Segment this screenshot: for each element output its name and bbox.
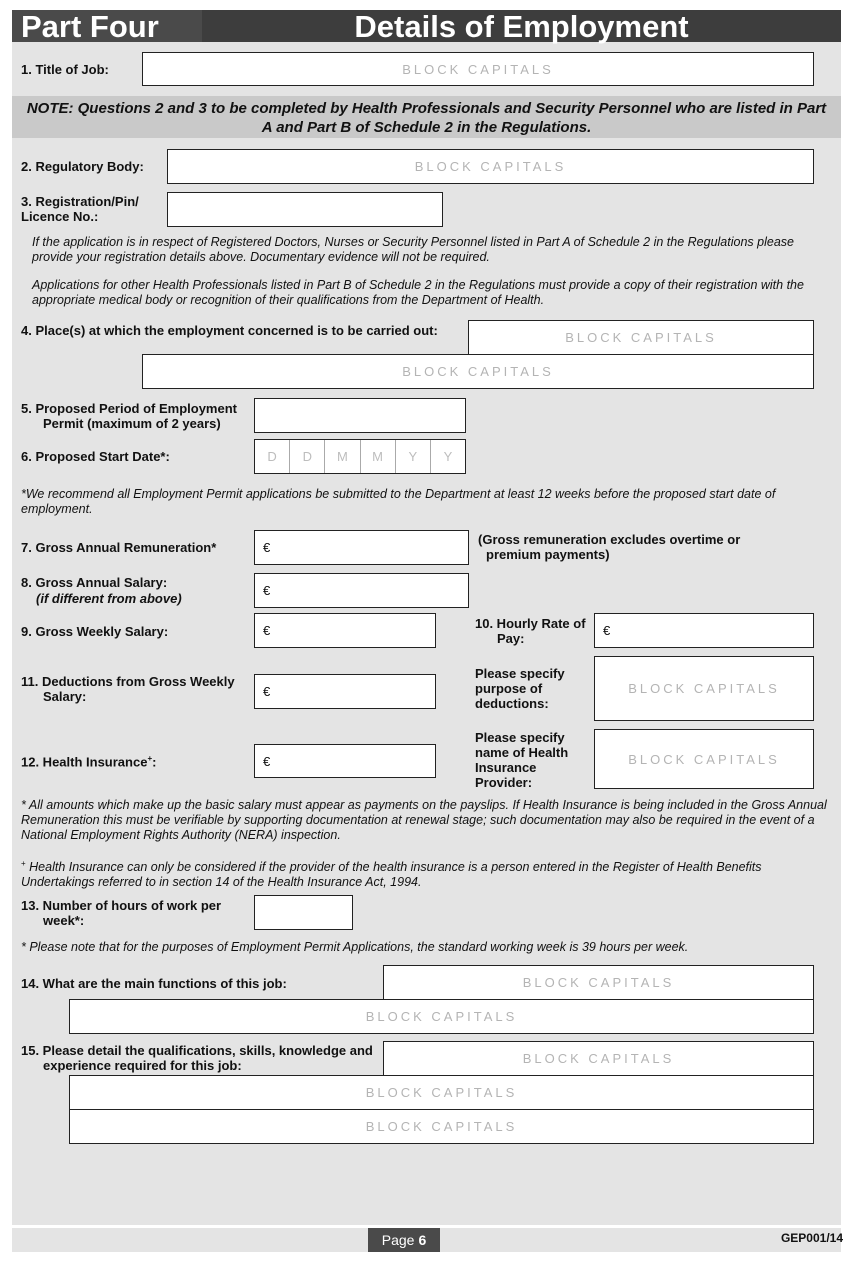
euro-symbol: € — [263, 540, 271, 555]
q12-label: 12. Health Insurance+: — [21, 754, 157, 770]
note-banner: NOTE: Questions 2 and 3 to be completed by Health Professionals and Security Personnel who are listed in Part A and Part B of Schedule 2 in the Regulations. — [12, 96, 841, 138]
page-indicator — [368, 1228, 440, 1252]
workplace-placeholder-2: BLOCK CAPITALS — [402, 364, 554, 379]
job-functions-field-2[interactable] — [69, 999, 814, 1034]
page-label: Page — [381, 1232, 415, 1248]
part-b-info-text: Applications for other Health Professionals listed in Part B of Schedule 2 in the Regulations must provide a copy of their registration with the appropriate medical body or recognition of their qualifications from the Department of Health. — [32, 278, 804, 307]
q11-label: 11. Deductions from Gross Weekly Salary: — [21, 674, 235, 704]
date-cell-m2[interactable]: M — [361, 440, 396, 473]
euro-symbol: € — [603, 623, 611, 638]
q14-label: 14. What are the main functions of this job: — [21, 976, 287, 991]
q11-side-label: Please specify purpose of deductions: — [475, 666, 565, 711]
hourly-rate-field[interactable] — [594, 613, 814, 648]
amounts-note: * All amounts which make up the basic salary must appear as payments on the payslips. If Health Insurance is being included in the Gross Annual Remuneration this must be verifiable by supporting documentation at renewal stage; such documentation may also be required in the event of a National Employment Rights Authority (NERA) inspection. — [21, 798, 827, 842]
job-title-field[interactable] — [142, 52, 814, 86]
job-title-placeholder: BLOCK CAPITALS — [402, 61, 554, 77]
q7-note: (Gross remuneration excludes overtime or premium payments) — [478, 532, 741, 562]
qualifications-field-1[interactable] — [383, 1041, 814, 1076]
date-cell-y1[interactable]: Y — [396, 440, 431, 473]
form-reference: GEP001/14 — [780, 1231, 843, 1245]
workplace-field-1[interactable] — [468, 320, 814, 355]
q15-label: 15. Please detail the qualifications, skills, knowledge and experience required for this job: — [21, 1043, 373, 1073]
q2-label: 2. Regulatory Body: — [21, 159, 144, 174]
date-cell-d1[interactable]: D — [255, 440, 290, 473]
start-date-field[interactable] — [254, 439, 466, 474]
deductions-field[interactable] — [254, 674, 436, 709]
job-functions-placeholder-1: BLOCK CAPITALS — [522, 975, 675, 990]
gross-annual-remuneration-field[interactable] — [254, 530, 469, 565]
health-insurance-provider-field[interactable] — [594, 729, 814, 789]
qualifications-placeholder-2: BLOCK CAPITALS — [365, 1085, 518, 1100]
deductions-purpose-placeholder: BLOCK CAPITALS — [628, 681, 780, 696]
start-date-note: *We recommend all Employment Permit applications be submitted to the Department at least 12 weeks before the proposed start date of employment. — [21, 487, 776, 516]
euro-symbol: € — [263, 623, 271, 638]
q1-label: 1. Title of Job: — [21, 62, 109, 77]
health-insurance-note: + Health Insurance can only be considered if the provider of the health insurance is a person entered in the Register of Health Benefits Undertakings referred to in section 14 of the Health Insurance Act, 1994. — [21, 859, 762, 890]
header-part-label: Part Four — [21, 9, 159, 44]
working-week-note: * Please note that for the purposes of Employment Permit Applications, the standard working week is 39 hours per week. — [21, 940, 689, 954]
date-cell-m1[interactable]: M — [325, 440, 360, 473]
q4-label: 4. Place(s) at which the employment concerned is to be carried out: — [21, 323, 438, 338]
job-functions-placeholder-2: BLOCK CAPITALS — [365, 1009, 518, 1024]
q5-label: 5. Proposed Period of Employment Permit (maximum of 2 years) — [21, 401, 237, 431]
qualifications-placeholder-3: BLOCK CAPITALS — [365, 1119, 518, 1134]
euro-symbol: € — [263, 753, 271, 769]
page-title: Details of Employment — [354, 9, 689, 44]
workplace-placeholder-1: BLOCK CAPITALS — [565, 330, 717, 345]
job-functions-field-1[interactable] — [383, 965, 814, 1000]
regulatory-body-field[interactable] — [167, 149, 814, 184]
q8-sub-label: (if different from above) — [36, 591, 182, 606]
euro-symbol: € — [263, 583, 271, 598]
date-cell-d2[interactable]: D — [290, 440, 325, 473]
q3-label: 3. Registration/Pin/ Licence No.: — [21, 194, 139, 224]
health-insurance-field[interactable] — [254, 744, 436, 778]
gross-annual-salary-field[interactable] — [254, 573, 469, 608]
weekly-hours-field[interactable] — [254, 895, 353, 930]
health-insurance-provider-placeholder: BLOCK CAPITALS — [628, 751, 780, 767]
qualifications-placeholder-1: BLOCK CAPITALS — [522, 1051, 675, 1066]
workplace-field-2[interactable] — [142, 354, 814, 389]
q6-label: 6. Proposed Start Date*: — [21, 449, 170, 464]
q9-label: 9. Gross Weekly Salary: — [21, 624, 169, 639]
registration-info-text: If the application is in respect of Registered Doctors, Nurses or Security Personnel listed in Part A of Schedule 2 in the Regulations please provide your registration details above. Documentary evidence will not be required. — [32, 235, 794, 264]
q8-label: 8. Gross Annual Salary: — [21, 575, 168, 590]
qualifications-field-2[interactable] — [69, 1075, 814, 1110]
date-cell-y2[interactable]: Y — [443, 449, 453, 464]
page-number: 6 — [418, 1232, 427, 1248]
permit-period-field[interactable] — [254, 398, 466, 433]
q7-label: 7. Gross Annual Remuneration* — [21, 540, 217, 555]
qualifications-field-3[interactable] — [69, 1109, 814, 1144]
q10-label: 10. Hourly Rate of Pay: — [475, 616, 586, 646]
registration-number-field[interactable] — [167, 192, 443, 227]
euro-symbol: € — [263, 684, 271, 699]
q13-label: 13. Number of hours of work per week*: — [21, 898, 222, 928]
gross-weekly-salary-field[interactable] — [254, 613, 436, 648]
q12-mark: + — [147, 754, 153, 763]
regulatory-body-placeholder: BLOCK CAPITALS — [414, 159, 567, 174]
deductions-purpose-field[interactable] — [594, 656, 814, 721]
q12-side-label: Please specify name of Health Insurance Provider: — [475, 730, 569, 790]
